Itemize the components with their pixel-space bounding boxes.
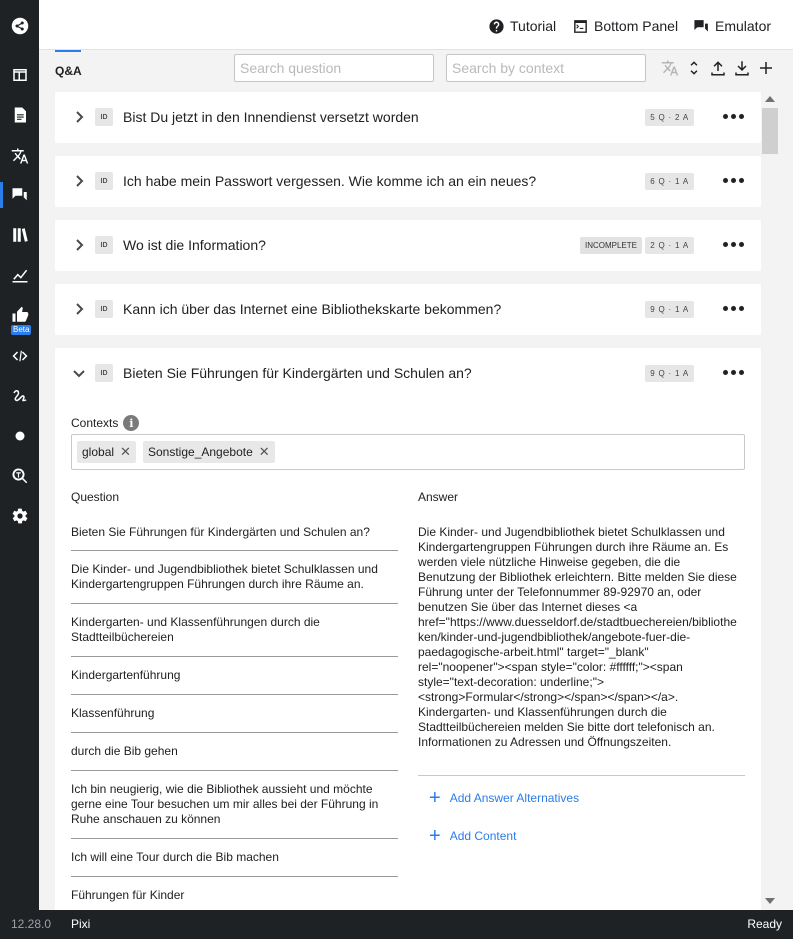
- context-chip: [143, 441, 275, 463]
- bottom-panel-button[interactable]: [572, 16, 678, 36]
- qa-icon[interactable]: [9, 184, 31, 206]
- context-chip-label: Sonstige_Angebote: [148, 445, 253, 459]
- contexts-input[interactable]: [71, 434, 745, 470]
- question-row[interactable]: [55, 348, 761, 399]
- terminal-icon: [572, 18, 589, 35]
- left-rail: [0, 0, 39, 910]
- id-badge: ID: [95, 236, 113, 254]
- tutorial-label: Tutorial: [510, 18, 557, 34]
- settings-icon[interactable]: [9, 505, 31, 527]
- status-text: Ready: [747, 917, 782, 931]
- question-row[interactable]: [55, 92, 761, 143]
- download-icon[interactable]: [732, 58, 752, 78]
- rail-active-indicator: [0, 182, 3, 208]
- plus-icon: +: [429, 825, 441, 847]
- answer-divider: [418, 775, 745, 776]
- add-icon[interactable]: [756, 58, 776, 78]
- question-alternative[interactable]: durch die Bib gehen: [71, 737, 398, 771]
- more-options-icon[interactable]: [723, 370, 744, 375]
- add-answer-alternatives-button[interactable]: [429, 787, 580, 809]
- question-alternative[interactable]: Bieten Sie Führungen für Kindergärten und Schulen an?: [71, 517, 398, 551]
- search-question-input[interactable]: [234, 54, 434, 82]
- question-alternative[interactable]: Führungen für Kinder: [71, 881, 398, 910]
- emulator-button[interactable]: [693, 16, 771, 36]
- chevron-right-icon[interactable]: [71, 237, 87, 253]
- chevron-right-icon[interactable]: [71, 301, 87, 317]
- tutorial-button[interactable]: [488, 16, 556, 36]
- tab-qa[interactable]: Q&A: [55, 50, 81, 78]
- beta-badge: Beta: [13, 325, 30, 334]
- question-row[interactable]: [55, 284, 761, 335]
- id-badge: ID: [95, 364, 113, 382]
- add-content-label: Add Content: [449, 829, 517, 843]
- analytics-icon[interactable]: [9, 264, 31, 286]
- question-row[interactable]: [55, 220, 761, 271]
- status-bar: [0, 910, 793, 939]
- incomplete-badge: INCOMPLETE: [580, 237, 642, 254]
- question-alternative[interactable]: Ich bin neugierig, wie die Bibliothek aussieht und möchte gerne eine Tour besuchen um mir alles bei der Führung in Ruhe anschauen zu können: [71, 775, 398, 839]
- contexts-label: [71, 415, 139, 431]
- translate-icon[interactable]: [9, 145, 31, 167]
- count-badge: 9 Q · 1 A: [645, 365, 694, 382]
- scroll-up-icon[interactable]: [765, 96, 775, 102]
- question-column-header: Question: [71, 490, 120, 504]
- question-title: Bieten Sie Führungen für Kindergärten und Schulen an?: [123, 365, 472, 381]
- search-test-icon[interactable]: [9, 465, 31, 487]
- plus-icon: +: [429, 787, 441, 809]
- question-row[interactable]: [55, 156, 761, 207]
- project-name: Pixi: [71, 917, 91, 931]
- question-title: Kann ich über das Internet eine Bibliothekskarte bekommen?: [123, 301, 502, 317]
- code-icon[interactable]: [9, 345, 31, 367]
- count-badge: 5 Q · 2 A: [645, 109, 694, 126]
- chat-icon: [693, 18, 710, 35]
- add-answer-alternatives-label: Add Answer Alternatives: [449, 791, 580, 805]
- scrollbar[interactable]: [761, 92, 779, 910]
- question-card: [55, 156, 761, 207]
- contexts-label-text: Contexts: [71, 416, 119, 430]
- info-icon[interactable]: i: [123, 415, 139, 431]
- document-icon[interactable]: [9, 104, 31, 126]
- dashboard-icon[interactable]: [9, 64, 31, 86]
- question-title: Wo ist die Information?: [123, 237, 266, 253]
- flow-icon[interactable]: [9, 385, 31, 407]
- context-chip-label: global: [82, 445, 115, 459]
- chevron-right-icon[interactable]: [71, 109, 87, 125]
- close-icon[interactable]: ✕: [258, 444, 270, 459]
- help-icon: [488, 18, 505, 35]
- answer-text[interactable]: Die Kinder- und Jugendbibliothek bietet Schulklassen und Kindergartengruppen Führungen durch ihre Räume an. Es werden viele nützliche Hinweise gegeben, die die Benutzung der Bibliothek erleichtern. Bitte melden Sie diese Führung unter der Telefonnummer 89-92970 an, oder benutzen Sie über das Internet dieses <a href="https://www.duesseldorf.de/stadtbuechereien/bibliotheken/kinder-und-jugendbibliothek/angebote-fuer-die-paedagogische-arbeit.html" target="_blank" rel="noopener"><span style="color: #ffffff;"><span style="text-decoration: underline;"><strong>Formular</strong></span></span></a>. Kindergarten- und Klassenführungen durch die Stadtteilbüchereien melden Sie bitte dort telefonisch an. Informationen zu Adressen und Öffnungszeiten.: [418, 525, 737, 749]
- more-options-icon[interactable]: [723, 178, 744, 183]
- expand-collapse-icon[interactable]: [684, 58, 704, 78]
- more-options-icon[interactable]: [723, 242, 744, 247]
- question-card: [55, 92, 761, 143]
- question-title: Ich habe mein Passwort vergessen. Wie komme ich an ein neues?: [123, 173, 537, 189]
- question-alternative[interactable]: Kindergartenführung: [71, 661, 398, 695]
- close-icon[interactable]: ✕: [120, 444, 131, 459]
- version-label: 12.28.0: [11, 917, 52, 931]
- question-alternative[interactable]: Kindergarten- und Klassenführungen durch die Stadtteilbüchereien: [71, 608, 398, 657]
- count-badge: 6 Q · 1 A: [645, 173, 694, 190]
- question-alternative[interactable]: Ich will eine Tour durch die Bib machen: [71, 843, 398, 877]
- context-chip: [77, 441, 136, 463]
- top-bar: [39, 0, 793, 50]
- scroll-down-icon[interactable]: [765, 898, 775, 904]
- question-card-expanded: [55, 348, 761, 910]
- id-badge: ID: [95, 300, 113, 318]
- id-badge: ID: [95, 172, 113, 190]
- question-card: [55, 220, 761, 271]
- question-alternative[interactable]: Die Kinder- und Jugendbibliothek bietet Schulklassen und Kindergartengruppen Führungen durch ihre Räume an.: [71, 555, 398, 604]
- answer-column-header: Answer: [418, 490, 459, 504]
- chevron-down-icon[interactable]: [71, 365, 87, 381]
- share-icon[interactable]: [9, 15, 31, 37]
- add-content-button[interactable]: [429, 825, 517, 847]
- more-options-icon[interactable]: [723, 114, 744, 119]
- chevron-right-icon[interactable]: [71, 173, 87, 189]
- emulator-label: Emulator: [715, 18, 772, 34]
- dot-icon[interactable]: [9, 425, 31, 447]
- id-badge: ID: [95, 108, 113, 126]
- question-card: [55, 284, 761, 335]
- question-alternative[interactable]: Klassenführung: [71, 699, 398, 733]
- more-options-icon[interactable]: [723, 306, 744, 311]
- count-badge: 9 Q · 1 A: [645, 301, 694, 318]
- library-icon[interactable]: [9, 224, 31, 246]
- scroll-thumb[interactable]: [762, 108, 778, 154]
- search-context-input[interactable]: [446, 54, 646, 82]
- bottom-panel-label: Bottom Panel: [594, 18, 679, 34]
- question-list: [55, 92, 761, 910]
- count-badge: 2 Q · 1 A: [645, 237, 694, 254]
- upload-icon[interactable]: [708, 58, 728, 78]
- feedback-icon[interactable]: [9, 304, 31, 326]
- translate-toggle-icon[interactable]: [660, 58, 680, 78]
- question-title: Bist Du jetzt in den Innendienst versetzt worden: [123, 109, 419, 125]
